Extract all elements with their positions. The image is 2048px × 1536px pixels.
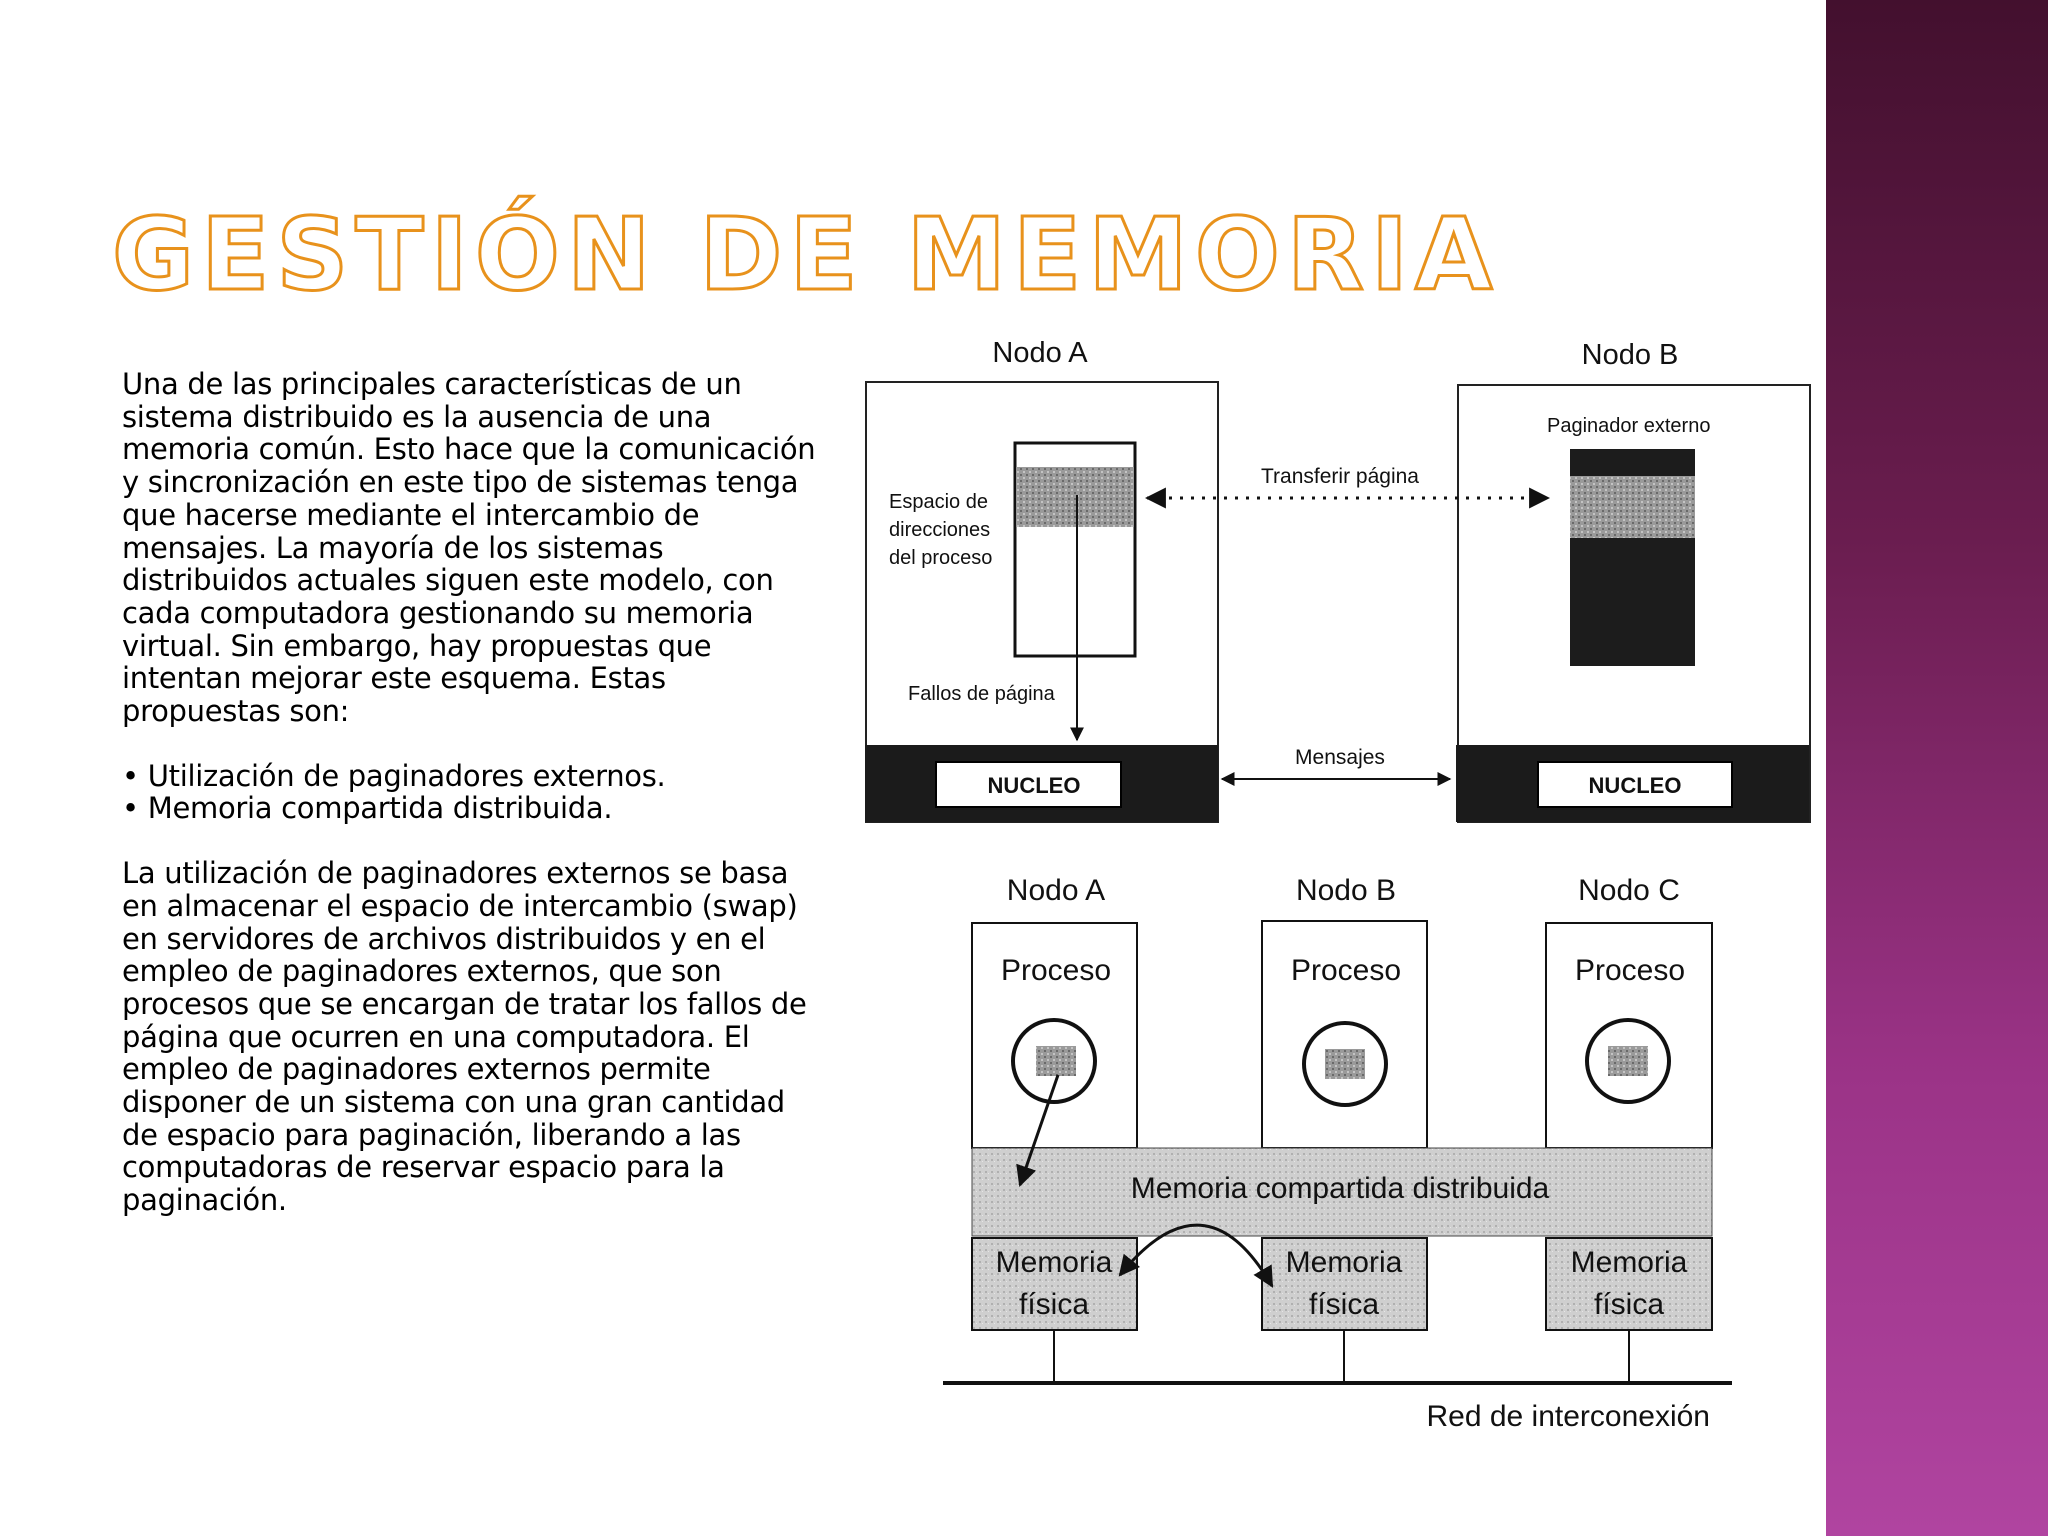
node-label: Nodo A <box>1006 874 1106 907</box>
page-faults-label: Fallos de página <box>908 683 1055 705</box>
messages-label: Mensajes <box>1295 746 1385 769</box>
physical-memory-label: física <box>1593 1288 1665 1321</box>
transfer-page-label: Transferir página <box>1261 465 1419 488</box>
page-block <box>1016 467 1134 527</box>
process-label: Proceso <box>1290 954 1402 987</box>
dsm-label: Memoria compartida distribuida <box>1130 1172 1550 1205</box>
process-page <box>1036 1046 1076 1076</box>
decorative-side-bar <box>1826 0 2048 1536</box>
pager-page-block <box>1570 476 1695 538</box>
top-diagram <box>865 337 1810 822</box>
intro-paragraph: Una de las principales características de un sistema distribuido es la ausencia de una memoria común. Esto hace que la comunicación y sincronización en este tipo de sistemas tenga que hacerse mediante el intercambio de mensajes. La mayoría de los sistemas distribuidos actuales siguen este modelo, con cada computadora gestionando su memoria virtual. Sin embargo, hay propuestas que intentan mejorar este esquema. Estas propuestas son: <box>122 367 816 729</box>
process-label: Proceso <box>1000 954 1112 987</box>
proposal-item: • Utilización de paginadores externos. <box>122 760 822 793</box>
kernel-label-b: NUCLEO <box>1588 773 1682 798</box>
figure-svg <box>860 325 1820 1450</box>
process-page <box>1608 1046 1648 1076</box>
proposal-item: • Memoria compartida distribuida. <box>122 792 822 825</box>
external-pager-paragraph: La utilización de paginadores externos se basa en almacenar el espacio de intercambio (swap) en servidores de archivos distribuidos y en el empleo de paginadores externos, que son procesos que se encargan de tratar los fallos de página que ocurren en una computadora. El empleo de paginadores externos permite disponer de un sistema con una gran cantidad de espacio para paginación, liberando a las computadoras de reservar espacio para la paginación. <box>122 856 807 1218</box>
physical-memory-label: Memoria <box>995 1246 1113 1279</box>
external-pager-label: Paginador externo <box>1547 415 1711 437</box>
node-label: Nodo C <box>1578 874 1680 907</box>
body-text <box>122 368 822 1217</box>
physical-memory-label: física <box>1018 1288 1090 1321</box>
proposal-list <box>122 760 822 825</box>
physical-memory-label: física <box>1308 1288 1380 1321</box>
page-title: GESTIÓN DE MEMORIA <box>112 196 1500 313</box>
process-label: Proceso <box>1574 954 1686 987</box>
node-label: Nodo B <box>1295 874 1397 907</box>
physical-memory-label: Memoria <box>1285 1246 1403 1279</box>
process-page <box>1325 1049 1365 1079</box>
kernel-label-a: NUCLEO <box>987 773 1081 798</box>
bottom-diagram <box>943 874 1732 1433</box>
node-a-label: Nodo A <box>992 337 1088 369</box>
memory-management-figure <box>860 325 1820 1450</box>
address-space-label: direcciones <box>889 519 991 541</box>
address-space-label: Espacio de <box>889 491 988 513</box>
network-label: Red de interconexión <box>1426 1400 1710 1433</box>
node-b-label: Nodo B <box>1581 339 1679 371</box>
address-space-label: del proceso <box>889 547 993 569</box>
physical-memory-label: Memoria <box>1570 1246 1688 1279</box>
